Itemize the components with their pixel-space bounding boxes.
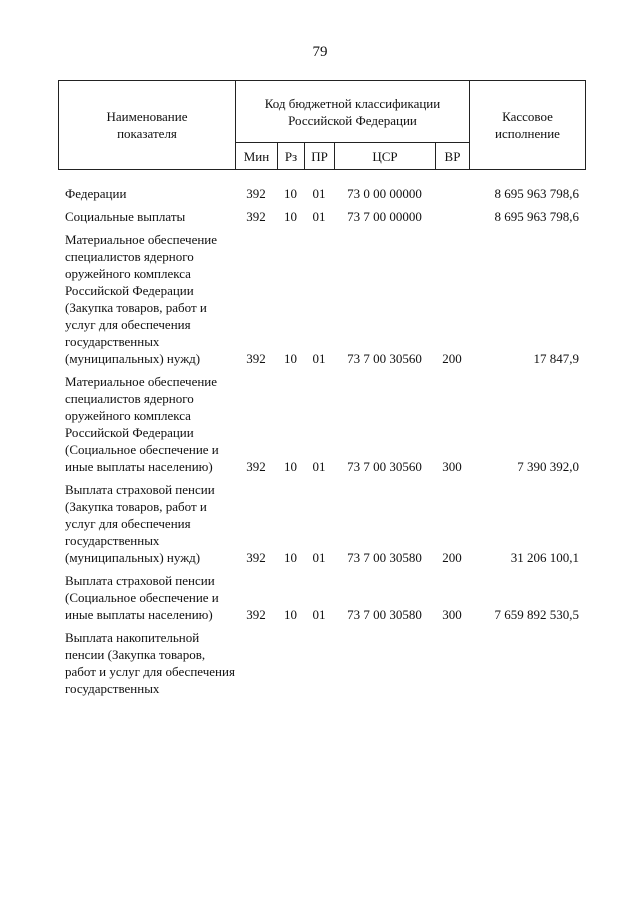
- row-pr: 01: [312, 550, 326, 565]
- header-col-vr: ВР: [436, 143, 470, 170]
- header-name-cell: Наименование показателя: [59, 81, 236, 170]
- row-vr: 200: [442, 550, 462, 565]
- row-rz: [277, 629, 304, 697]
- header-col-rz: Рз: [278, 143, 305, 170]
- header-code-group-cell: Код бюджетной классификации Российской Федерации: [236, 81, 470, 143]
- row-pr: 01: [312, 209, 326, 224]
- table-row: [58, 231, 585, 373]
- row-min: 392: [246, 607, 266, 622]
- row-csr: 73 7 00 30560: [347, 459, 422, 474]
- row-name: Материальное обеспечение специалистов ядерного оружейного комплекса Российской Федерации (Закупка товаров, работ и услуг для обеспечения государственных (муниципальных) нужд): [65, 232, 218, 366]
- row-amount: 7 659 892 530,5: [494, 607, 579, 622]
- row-rz: 10: [284, 459, 297, 474]
- header-col-csr: ЦСР: [335, 143, 436, 170]
- row-rz: 10: [284, 186, 297, 201]
- row-min: [235, 629, 277, 697]
- table-row: [58, 572, 585, 629]
- row-vr: 300: [442, 459, 462, 474]
- row-pr: [304, 629, 334, 697]
- row-csr: 73 0 00 00000: [347, 186, 422, 201]
- row-vr: [435, 629, 469, 697]
- row-vr: 200: [442, 351, 462, 366]
- row-name: Выплата страховой пенсии (Закупка товаров, работ и услуг для обеспечения государственных (муниципальных) нужд): [65, 482, 215, 565]
- row-name: Федерации: [65, 186, 127, 201]
- budget-table: [58, 185, 585, 697]
- row-csr: 73 7 00 30580: [347, 550, 422, 565]
- row-amount: 8 695 963 798,6: [494, 186, 579, 201]
- row-pr: 01: [312, 459, 326, 474]
- row-pr: 01: [312, 607, 326, 622]
- row-rz: 10: [284, 351, 297, 366]
- row-amount: 7 390 392,0: [517, 459, 579, 474]
- row-name: Выплата страховой пенсии (Социальное обеспечение и иные выплаты населению): [65, 573, 219, 622]
- row-name: Материальное обеспечение специалистов ядерного оружейного комплекса Российской Федерации (Социальное обеспечение и иные выплаты населению): [65, 374, 219, 474]
- row-amount: 8 695 963 798,6: [494, 209, 579, 224]
- row-min: 392: [246, 209, 266, 224]
- row-vr: 300: [442, 607, 462, 622]
- header-col-min: Мин: [236, 143, 278, 170]
- table-row: [58, 481, 585, 572]
- row-vr: [435, 185, 469, 208]
- row-pr: 01: [312, 186, 326, 201]
- row-amount: 17 847,9: [533, 351, 579, 366]
- row-min: 392: [246, 459, 266, 474]
- row-name: Выплата накопительной пенсии (Закупка товаров, работ и услуг для обеспечения государственных: [65, 630, 235, 696]
- table-header: [58, 80, 586, 170]
- row-name: Социальные выплаты: [65, 209, 186, 224]
- row-rz: 10: [284, 550, 297, 565]
- header-execution-cell: Кассовое исполнение: [470, 81, 586, 170]
- row-csr: 73 7 00 00000: [347, 209, 422, 224]
- row-csr: 73 7 00 30580: [347, 607, 422, 622]
- table-row: [58, 373, 585, 481]
- table-row: [58, 185, 585, 208]
- row-min: 392: [246, 351, 266, 366]
- row-min: 392: [246, 550, 266, 565]
- table-row: [58, 629, 585, 697]
- row-rz: 10: [284, 607, 297, 622]
- table-row: [58, 208, 585, 231]
- header-col-pr: ПР: [305, 143, 335, 170]
- page-number: 79: [312, 44, 328, 60]
- row-pr: 01: [312, 351, 326, 366]
- row-rz: 10: [284, 209, 297, 224]
- row-csr: 73 7 00 30560: [347, 351, 422, 366]
- row-vr: [435, 208, 469, 231]
- row-amount: 31 206 100,1: [510, 550, 579, 565]
- row-csr: [334, 629, 435, 697]
- row-min: 392: [246, 186, 266, 201]
- row-amount: [469, 629, 585, 697]
